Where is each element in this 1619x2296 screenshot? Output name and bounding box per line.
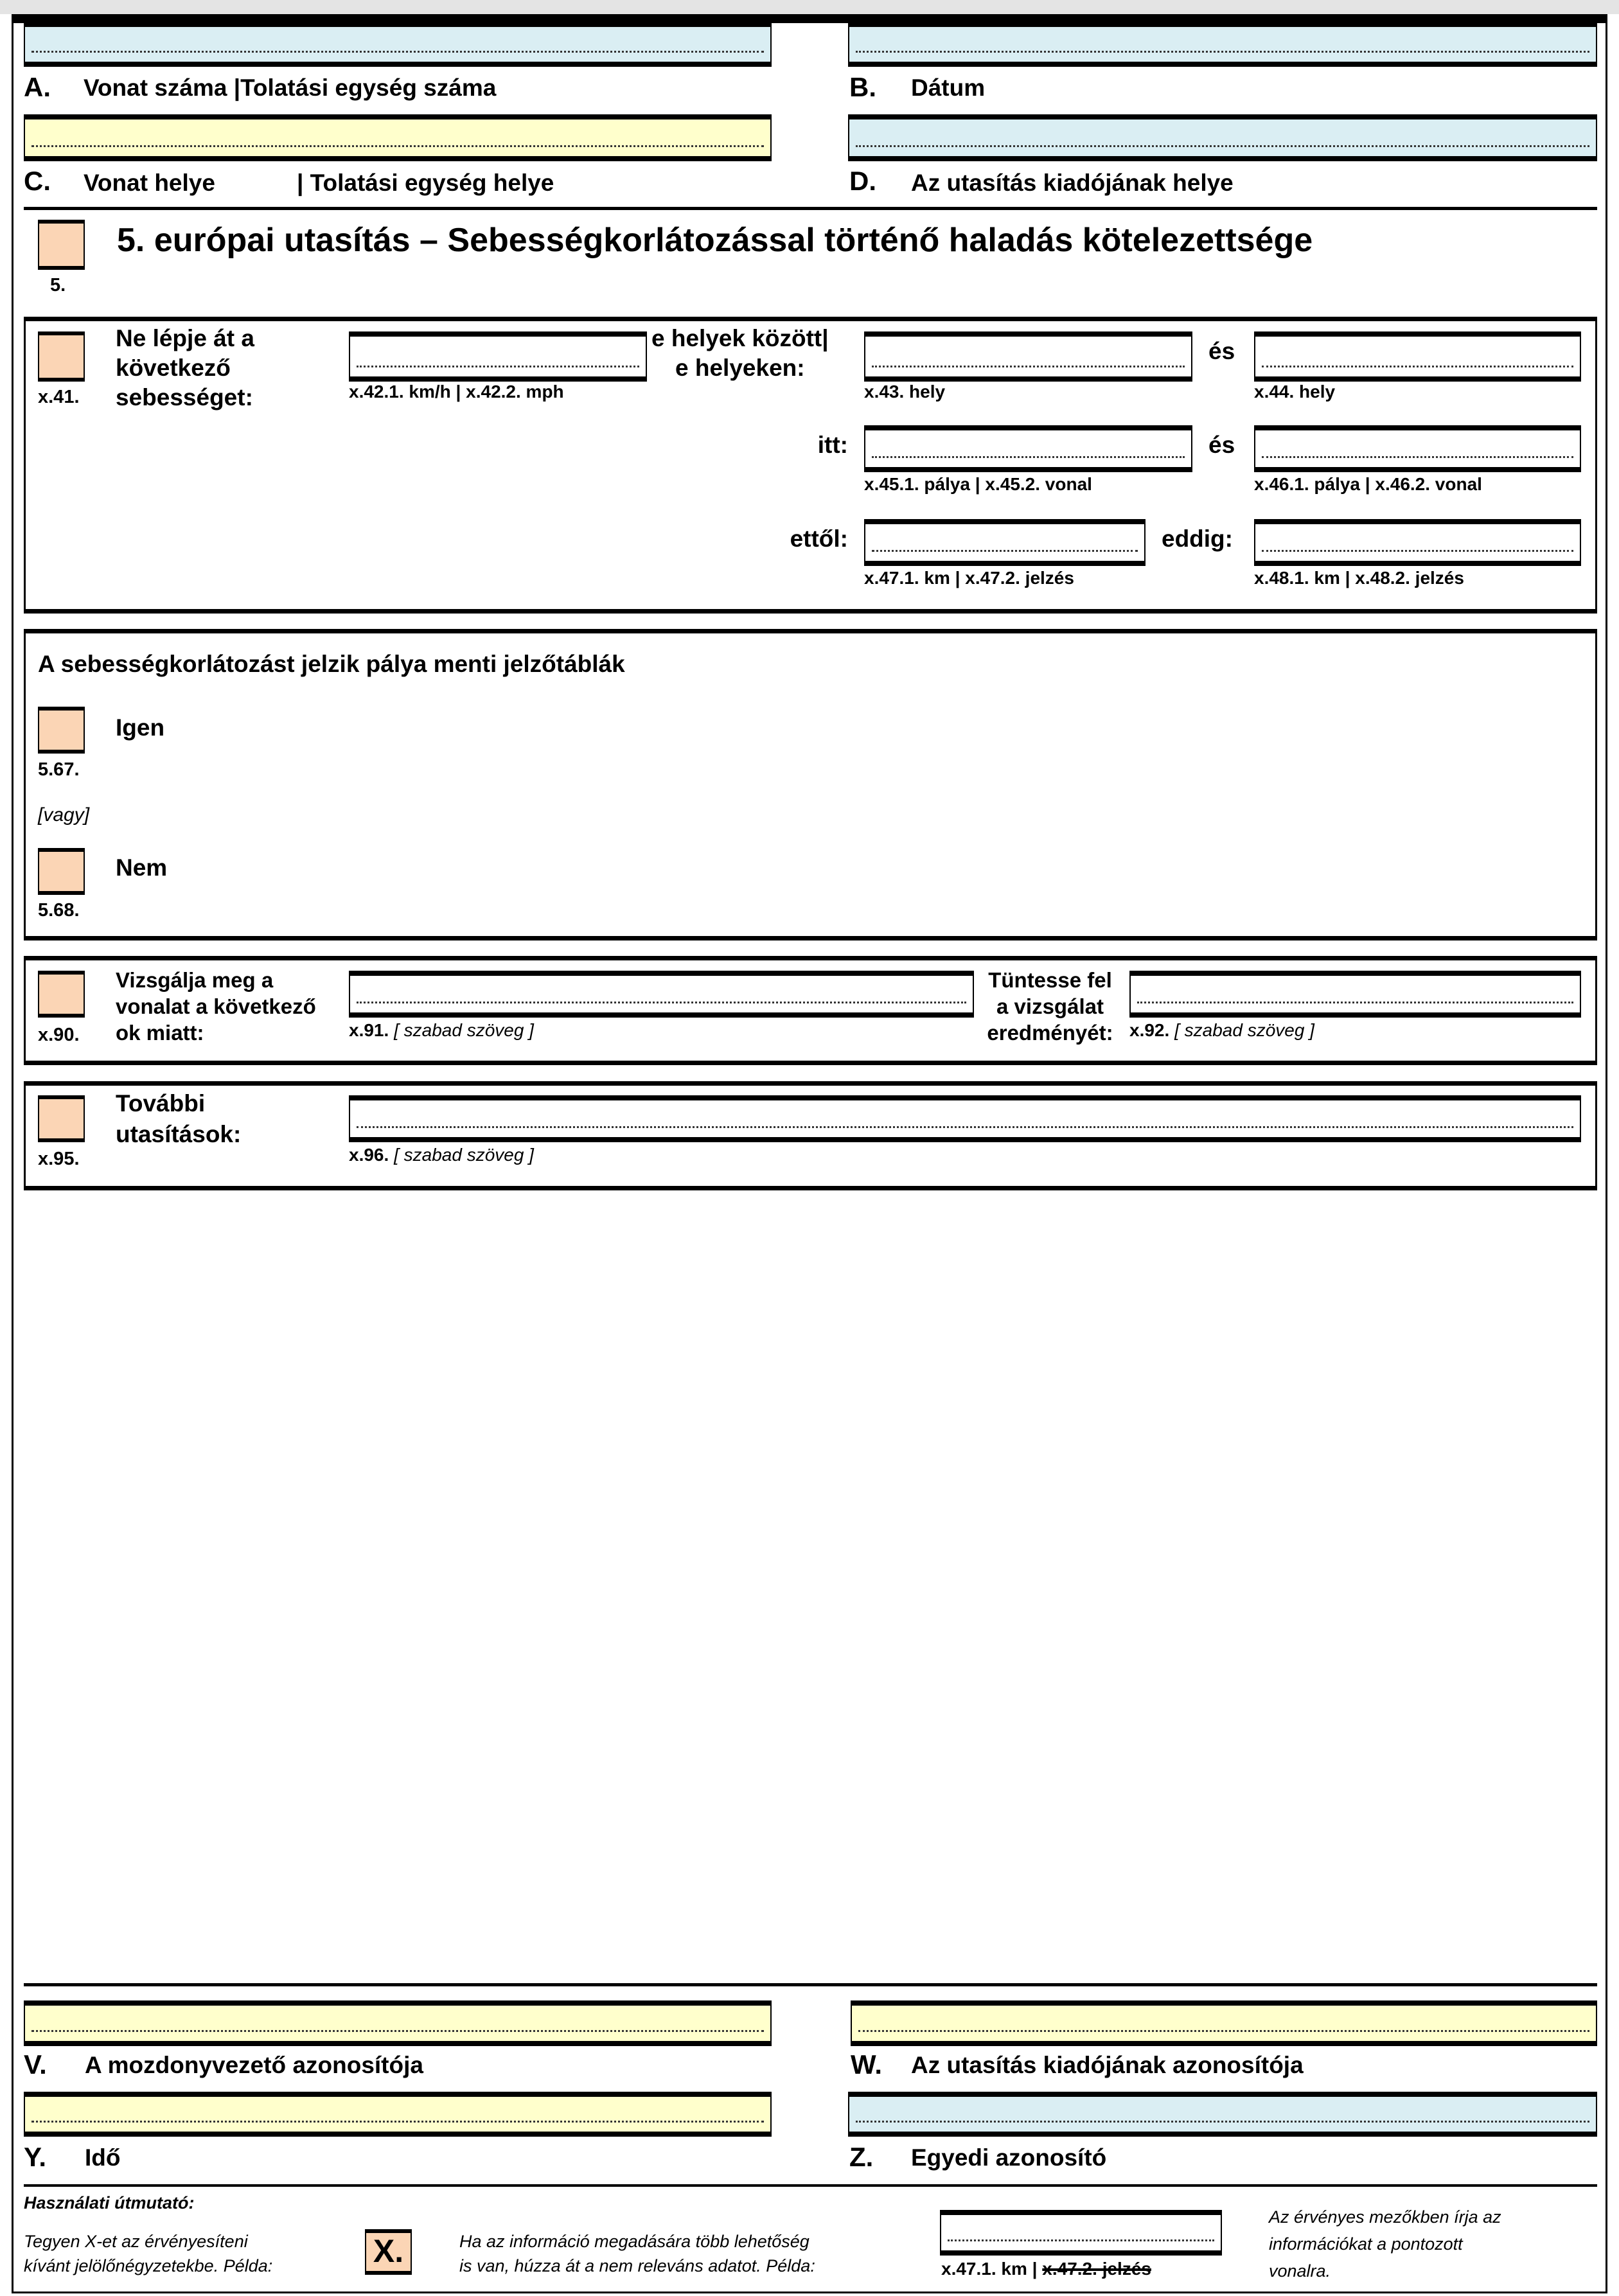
here-label: itt:: [817, 432, 848, 458]
signs-no-checkbox[interactable]: [38, 848, 85, 895]
track-2-input[interactable]: [1254, 425, 1581, 472]
caption-text: [ szabad szöveg ]: [1174, 1020, 1314, 1040]
inspect-label-line: vonalat a következő: [116, 994, 316, 1018]
train-number-label: Vonat száma |Tolatási egység száma: [84, 75, 497, 101]
date-label: Dátum: [911, 75, 986, 101]
between-label-line: e helyeken:: [675, 355, 805, 381]
x95-checkbox[interactable]: [38, 1095, 85, 1142]
caption-code: x.91.: [349, 1020, 389, 1040]
caption-code: x.96.: [349, 1145, 389, 1165]
km-to-input[interactable]: [1254, 519, 1581, 566]
issuer-id-field[interactable]: [851, 2000, 1597, 2046]
field-letter-d: D.: [849, 166, 876, 196]
speed-label-line: következő: [116, 355, 231, 381]
order-5-checkbox[interactable]: [38, 220, 85, 270]
instructions-heading: Használati útmutató:: [24, 2193, 195, 2212]
example-caption-struck: x.47.2. jelzés: [1042, 2259, 1151, 2279]
caption-code: x.92.: [1129, 1020, 1170, 1040]
time-field[interactable]: [24, 2092, 772, 2137]
inspection-reason-input[interactable]: [349, 971, 974, 1018]
from-label: ettől:: [790, 525, 848, 552]
or-label: [vagy]: [38, 804, 90, 826]
place-2-caption: x.44. hely: [1254, 382, 1336, 402]
further-instructions-caption: [349, 1145, 534, 1165]
cross-instruction: [24, 2229, 272, 2278]
km-to-caption: x.48.1. km | x.48.2. jelzés: [1254, 568, 1464, 588]
dotted-instruction-line: információkat a pontozott: [1269, 2234, 1463, 2254]
example-field: [940, 2210, 1222, 2256]
time-label: Idő: [85, 2144, 121, 2171]
x90-code: x.90.: [38, 1025, 80, 1045]
strike-instruction-line: Ha az információ megadására több lehetőség: [459, 2232, 810, 2251]
strike-instruction-line: is van, húzza át a nem releváns adatot. Példa:: [459, 2256, 815, 2275]
result-label-line: Tüntesse fel: [988, 968, 1112, 992]
signs-yes-label: Igen: [116, 714, 165, 741]
field-letter-b: B.: [849, 72, 876, 102]
result-label-line: a vizsgálat: [996, 994, 1104, 1018]
dotted-instruction-line: vonalra.: [1269, 2261, 1331, 2281]
divider: [24, 1983, 1597, 1986]
inspection-reason-caption: [349, 1020, 534, 1041]
dotted-instruction-line: Az érvényes mezőkben írja az: [1269, 2207, 1501, 2227]
km-from-input[interactable]: [864, 519, 1146, 566]
signs-no-label: Nem: [116, 854, 168, 881]
further-label-line: utasítások:: [116, 1121, 242, 1147]
train-location-field[interactable]: [24, 114, 772, 161]
caption-text: [ szabad szöveg ]: [394, 1020, 534, 1040]
further-label-line: További: [116, 1090, 206, 1117]
driver-id-label: A mozdonyvezető azonosítója: [85, 2052, 423, 2078]
speed-label: [116, 324, 254, 412]
track-1-input[interactable]: [864, 425, 1192, 472]
further-instructions-input[interactable]: [349, 1095, 1581, 1142]
place-1-caption: x.43. hely: [864, 382, 946, 402]
field-letter-y: Y.: [24, 2142, 47, 2172]
signs-yes-code: 5.67.: [38, 759, 80, 780]
x41-code: x.41.: [38, 387, 80, 407]
issuer-id-label: Az utasítás kiadójának azonosítója: [911, 2052, 1304, 2078]
field-letter-v: V.: [24, 2049, 47, 2080]
order-5-code: 5.: [50, 275, 66, 296]
unique-id-field[interactable]: [848, 2092, 1597, 2137]
issuer-location-label: Az utasítás kiadójának helye: [911, 170, 1234, 196]
to-label: eddig:: [1162, 525, 1233, 552]
inspection-result-caption: [1129, 1020, 1314, 1041]
between-label: [651, 324, 829, 383]
further-label: [116, 1088, 241, 1150]
field-letter-c: C.: [24, 166, 51, 196]
signs-heading: A sebességkorlátozást jelzik pálya menti jelzőtáblák: [38, 651, 625, 677]
result-label: [977, 967, 1124, 1046]
cross-instruction-line: kívánt jelölőnégyzetekbe. Példa:: [24, 2256, 273, 2275]
inspect-label-line: Vizsgálja meg a: [116, 968, 274, 992]
strike-instruction: [459, 2229, 815, 2278]
inspect-label-line: ok miatt:: [116, 1021, 204, 1045]
example-caption: x.47.1. km | x.47.2. jelzés: [941, 2259, 1151, 2279]
unique-id-label: Egyedi azonosító: [911, 2144, 1107, 2171]
speed-input[interactable]: [349, 331, 647, 382]
inspection-result-input[interactable]: [1129, 971, 1581, 1018]
train-number-field[interactable]: [24, 22, 772, 67]
divider: [24, 207, 1597, 210]
and-label: és: [1208, 432, 1235, 458]
field-letter-z: Z.: [849, 2142, 874, 2172]
place-2-input[interactable]: [1254, 331, 1581, 382]
x90-checkbox[interactable]: [38, 971, 85, 1018]
field-letter-w: W.: [851, 2049, 882, 2080]
speed-label-line: sebességet:: [116, 384, 253, 411]
signs-yes-checkbox[interactable]: [38, 707, 85, 754]
speed-caption: x.42.1. km/h | x.42.2. mph: [349, 382, 564, 402]
top-bar: [0, 0, 1619, 14]
and-label: és: [1208, 338, 1235, 364]
km-from-caption: x.47.1. km | x.47.2. jelzés: [864, 568, 1074, 588]
dotted-instruction: [1269, 2203, 1501, 2284]
date-field[interactable]: [848, 22, 1597, 67]
issuer-location-field[interactable]: [848, 114, 1597, 161]
result-label-line: eredményét:: [987, 1021, 1113, 1045]
divider: [24, 2184, 1597, 2187]
example-checkbox: X.: [365, 2229, 412, 2275]
speed-label-line: Ne lépje át a: [116, 325, 254, 351]
driver-id-field[interactable]: [24, 2000, 772, 2046]
field-letter-a: A.: [24, 72, 51, 102]
x41-checkbox[interactable]: [38, 331, 85, 382]
place-1-input[interactable]: [864, 331, 1192, 382]
shunting-location-label: | Tolatási egység helye: [297, 170, 554, 196]
track-1-caption: x.45.1. pálya | x.45.2. vonal: [864, 474, 1092, 494]
page-title: 5. európai utasítás – Sebességkorlátozással történő haladás kötelezettsége: [117, 222, 1313, 259]
caption-text: [ szabad szöveg ]: [394, 1145, 534, 1165]
signs-no-code: 5.68.: [38, 900, 80, 921]
example-caption-kept: x.47.1. km: [941, 2259, 1027, 2279]
cross-instruction-line: Tegyen X-et az érvényesíteni: [24, 2232, 248, 2251]
track-2-caption: x.46.1. pálya | x.46.2. vonal: [1254, 474, 1482, 494]
x95-code: x.95.: [38, 1149, 80, 1169]
train-location-label: Vonat helye: [84, 170, 215, 196]
between-label-line: e helyek között|: [651, 325, 829, 351]
inspect-label: [116, 967, 316, 1046]
